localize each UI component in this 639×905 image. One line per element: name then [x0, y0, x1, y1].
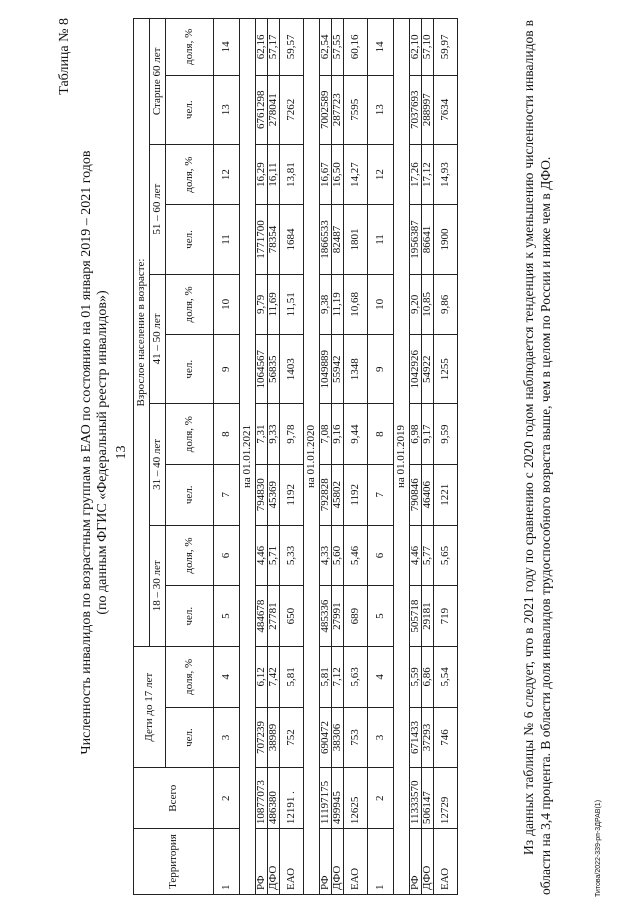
value-cell: 11,51	[280, 274, 304, 335]
table-body	[134, 19, 458, 895]
year-row	[304, 19, 320, 895]
value-cell: 5,81	[320, 647, 332, 708]
table-row	[434, 19, 458, 895]
value-cell: 671433	[410, 707, 422, 768]
value-cell: 1049889	[320, 335, 332, 404]
value-cell: 1771700	[256, 205, 268, 274]
value-cell: 7037693	[410, 75, 422, 144]
year-row	[240, 19, 256, 895]
column-number: 5	[214, 586, 240, 647]
header-share: доля, %	[166, 274, 214, 335]
value-cell: 7262	[280, 75, 304, 144]
value-cell: 10,68	[344, 274, 368, 335]
table-title-line: Численность инвалидов по возрастным группам в ЕАО по состоянию на 01 января 2019 – 2021 годов	[79, 150, 94, 755]
value-cell: 16,50	[332, 144, 344, 205]
value-cell: 5,33	[280, 525, 304, 586]
value-cell: 10877073	[256, 768, 268, 829]
value-cell: 5,54	[434, 647, 458, 708]
value-cell: 5,46	[344, 525, 368, 586]
header-share: доля, %	[166, 19, 214, 76]
header-share: доля, %	[166, 647, 214, 708]
territory-cell: ДФО	[422, 829, 434, 895]
header-age: Старше 60 лет	[150, 19, 166, 145]
value-cell: 4,46	[256, 525, 268, 586]
body-text	[521, 20, 554, 895]
value-cell: 11197175	[320, 768, 332, 829]
column-number: 4	[368, 647, 394, 708]
header-count: чел.	[166, 205, 214, 274]
header-row	[134, 19, 150, 895]
value-cell: 1255	[434, 335, 458, 404]
value-cell: 278041	[268, 75, 280, 144]
value-cell: 9,17	[422, 404, 434, 465]
column-number: 7	[368, 464, 394, 525]
value-cell: 6,98	[410, 404, 422, 465]
value-cell: 57,17	[268, 19, 280, 76]
year-label: на 01.01.2020	[304, 19, 320, 895]
value-cell: 12729	[434, 768, 458, 829]
value-cell: 707239	[256, 707, 268, 768]
column-number: 14	[368, 19, 394, 76]
value-cell: 9,79	[256, 274, 268, 335]
header-age: 31 – 40 лет	[150, 404, 166, 525]
value-cell: 4,46	[410, 525, 422, 586]
value-cell: 6,12	[256, 647, 268, 708]
value-cell: 16,11	[268, 144, 280, 205]
value-cell: 1192	[344, 464, 368, 525]
value-cell: 5,77	[422, 525, 434, 586]
value-cell: 27991	[332, 586, 344, 647]
value-cell: 16,67	[320, 144, 332, 205]
value-cell: 5,60	[332, 525, 344, 586]
value-cell: 5,63	[344, 647, 368, 708]
column-number: 1	[214, 829, 240, 895]
territory-cell: ДФО	[268, 829, 280, 895]
value-cell: 12191 .	[280, 768, 304, 829]
value-cell: 17,26	[410, 144, 422, 205]
value-cell: 5,71	[268, 525, 280, 586]
territory-cell: ДФО	[332, 829, 344, 895]
column-number: 4	[214, 647, 240, 708]
column-number: 8	[214, 404, 240, 465]
column-number: 7	[214, 464, 240, 525]
column-number: 9	[214, 335, 240, 404]
header-share: доля, %	[166, 525, 214, 586]
column-number: 14	[214, 19, 240, 76]
value-cell: 1042926	[410, 335, 422, 404]
value-cell: 485336	[320, 586, 332, 647]
column-number: 6	[368, 525, 394, 586]
value-cell: 17,12	[422, 144, 434, 205]
value-cell: 5,65	[434, 525, 458, 586]
value-cell: 9,86	[434, 274, 458, 335]
value-cell: 46406	[422, 464, 434, 525]
column-number: 10	[214, 274, 240, 335]
value-cell: 10,85	[422, 274, 434, 335]
value-cell: 719	[434, 586, 458, 647]
value-cell: 9,44	[344, 404, 368, 465]
territory-cell: РФ	[320, 829, 332, 895]
value-cell: 45369	[268, 464, 280, 525]
column-number-row	[214, 19, 240, 895]
column-number: 12	[368, 144, 394, 205]
header-count: чел.	[166, 75, 214, 144]
value-cell: 790846	[410, 464, 422, 525]
value-cell: 9,33	[268, 404, 280, 465]
value-cell: 14,27	[344, 144, 368, 205]
value-cell: 7595	[344, 75, 368, 144]
column-number: 11	[214, 205, 240, 274]
value-cell: 57,10	[422, 19, 434, 76]
header-territory: Территория	[134, 829, 214, 895]
column-number: 1	[368, 829, 394, 895]
value-cell: 746	[434, 707, 458, 768]
year-row	[394, 19, 410, 895]
header-children: Дети до 17 лет	[134, 647, 166, 768]
value-cell: 752	[280, 707, 304, 768]
value-cell: 59,97	[434, 19, 458, 76]
value-cell: 1348	[344, 335, 368, 404]
table-row	[256, 19, 268, 895]
territory-cell: РФ	[410, 829, 422, 895]
value-cell: 62,54	[320, 19, 332, 76]
value-cell: 57,55	[332, 19, 344, 76]
value-cell: 7002589	[320, 75, 332, 144]
header-count: чел.	[166, 707, 214, 768]
header-age: 41 – 50 лет	[150, 274, 166, 404]
value-cell: 499945	[332, 768, 344, 829]
header-count: чел.	[166, 464, 214, 525]
column-number: 11	[368, 205, 394, 274]
value-cell: 794830	[256, 464, 268, 525]
value-cell: 7,42	[268, 647, 280, 708]
value-cell: 37293	[422, 707, 434, 768]
table-row	[422, 19, 434, 895]
value-cell: 11,19	[332, 274, 344, 335]
territory-cell: ЕАО	[280, 829, 304, 895]
year-label: на 01.01.2021	[240, 19, 256, 895]
value-cell: 7,12	[332, 647, 344, 708]
table-row	[320, 19, 332, 895]
value-cell: 12625	[344, 768, 368, 829]
column-number: 8	[368, 404, 394, 465]
value-cell: 1403	[280, 335, 304, 404]
header-share: доля, %	[166, 404, 214, 465]
header-count: чел.	[166, 586, 214, 647]
value-cell: 78354	[268, 205, 280, 274]
value-cell: 288997	[422, 75, 434, 144]
value-cell: 5,81	[280, 647, 304, 708]
value-cell: 82487	[332, 205, 344, 274]
table-row	[280, 19, 304, 895]
value-cell: 753	[344, 707, 368, 768]
value-cell: 1956387	[410, 205, 422, 274]
value-cell: 1221	[434, 464, 458, 525]
table-title	[79, 0, 111, 905]
value-cell: 9,20	[410, 274, 422, 335]
value-cell: 38989	[268, 707, 280, 768]
column-number: 10	[368, 274, 394, 335]
territory-cell: ЕАО	[344, 829, 368, 895]
value-cell: 792828	[320, 464, 332, 525]
column-number: 13	[368, 75, 394, 144]
value-cell: 29181	[422, 586, 434, 647]
table-row	[410, 19, 422, 895]
header-age: 51 – 60 лет	[150, 144, 166, 274]
value-cell: 1064567	[256, 335, 268, 404]
value-cell: 506147	[422, 768, 434, 829]
value-cell: 11,69	[268, 274, 280, 335]
column-number: 2	[214, 768, 240, 829]
value-cell: 38306	[332, 707, 344, 768]
value-cell: 484678	[256, 586, 268, 647]
value-cell: 6,86	[422, 647, 434, 708]
value-cell: 14,93	[434, 144, 458, 205]
table-row	[268, 19, 280, 895]
value-cell: 54922	[422, 335, 434, 404]
value-cell: 6761298	[256, 75, 268, 144]
value-cell: 9,59	[434, 404, 458, 465]
header-count: чел.	[166, 335, 214, 404]
value-cell: 5,59	[410, 647, 422, 708]
value-cell: 1684	[280, 205, 304, 274]
year-label: на 01.01.2019	[394, 19, 410, 895]
value-cell: 287723	[332, 75, 344, 144]
value-cell: 56835	[268, 335, 280, 404]
header-age: 18 – 30 лет	[150, 525, 166, 646]
value-cell: 4,33	[320, 525, 332, 586]
column-number: 13	[214, 75, 240, 144]
column-number: 9	[368, 335, 394, 404]
territory-cell: РФ	[256, 829, 268, 895]
column-number: 3	[214, 707, 240, 768]
column-number: 12	[214, 144, 240, 205]
value-cell: 27781	[268, 586, 280, 647]
file-id: Титова/2022-339-рп-3ДРАВ(1)	[595, 799, 602, 897]
value-cell: 62,16	[256, 19, 268, 76]
value-cell: 86641	[422, 205, 434, 274]
value-cell: 486380	[268, 768, 280, 829]
value-cell: 9,78	[280, 404, 304, 465]
territory-cell: ЕАО	[434, 829, 458, 895]
value-cell: 55942	[332, 335, 344, 404]
header-subrow	[166, 19, 214, 895]
column-number: 2	[368, 768, 394, 829]
header-total: Всего	[134, 768, 214, 829]
header-share: доля, %	[166, 144, 214, 205]
value-cell: 689	[344, 586, 368, 647]
table-row	[344, 19, 368, 895]
column-number: 5	[368, 586, 394, 647]
table-row	[332, 19, 344, 895]
value-cell: 690472	[320, 707, 332, 768]
value-cell: 16,29	[256, 144, 268, 205]
value-cell: 650	[280, 586, 304, 647]
body-paragraph: Из данных таблицы № 6 следует, что в 2021 году по сравнению с 2020 годом наблюдается тенденция к уменьшению численности инвалидов в области на 3,4 процента. В области доля инвалидов трудоспособного возраста выше, чем в целом по России и ниже чем в ДФО.	[521, 20, 553, 895]
value-cell: 7,08	[320, 404, 332, 465]
value-cell: 62,10	[410, 19, 422, 76]
value-cell: 9,38	[320, 274, 332, 335]
value-cell: 1900	[434, 205, 458, 274]
page-number: 13	[114, 445, 129, 460]
value-cell: 505718	[410, 586, 422, 647]
value-cell: 1192	[280, 464, 304, 525]
header-adults: Взрослое население в возрасте:	[134, 19, 150, 647]
table-label: Таблица № 8	[57, 18, 72, 95]
value-cell: 60,16	[344, 19, 368, 76]
value-cell: 9,16	[332, 404, 344, 465]
value-cell: 45802	[332, 464, 344, 525]
value-cell: 7,31	[256, 404, 268, 465]
value-cell: 1801	[344, 205, 368, 274]
table-title-line: (по данным ФГИС «Федеральный реестр инвалидов»)	[95, 290, 110, 615]
column-number: 6	[214, 525, 240, 586]
column-number: 3	[368, 707, 394, 768]
value-cell: 13,81	[280, 144, 304, 205]
value-cell: 59,57	[280, 19, 304, 76]
value-cell: 7634	[434, 75, 458, 144]
value-cell: 11333570	[410, 768, 422, 829]
column-number-row	[368, 19, 394, 895]
value-cell: 1866533	[320, 205, 332, 274]
disability-table	[133, 18, 458, 895]
